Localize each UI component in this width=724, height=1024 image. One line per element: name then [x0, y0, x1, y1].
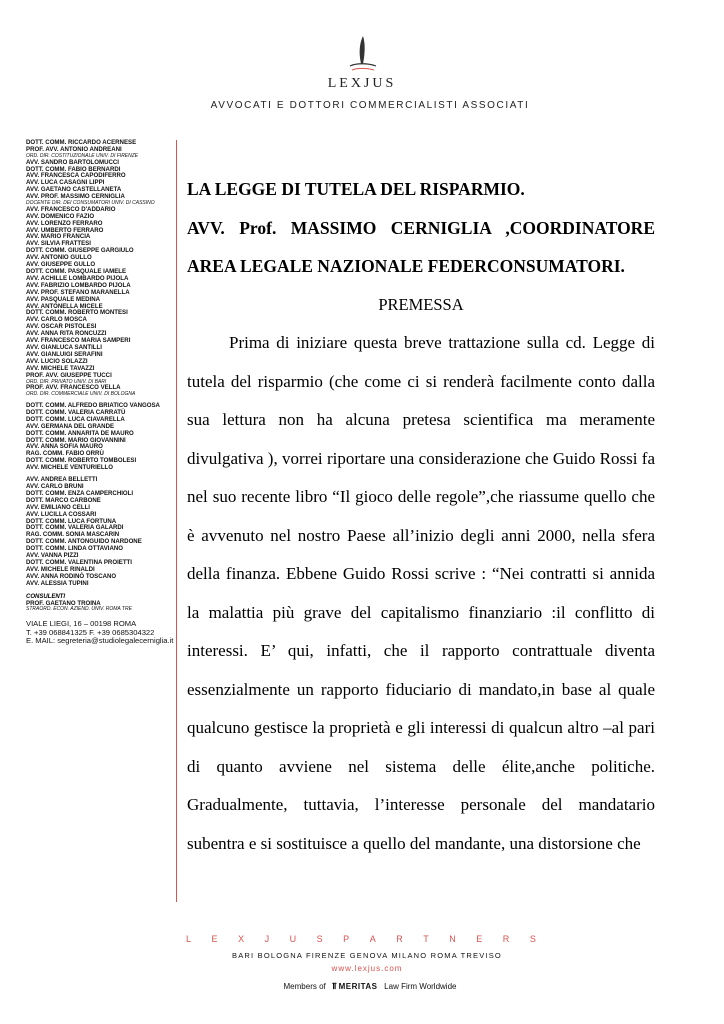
- member-name: PROF. AVV. ANTONIO ANDREANI: [26, 145, 122, 153]
- member-name: AVV. MARIO FRANCIA: [26, 233, 91, 241]
- member-name: AVV. PROF. STEFANO MARANELLA: [26, 288, 130, 296]
- contact-email[interactable]: E. MAIL: segreteria@studiolegalecerniglia.it: [26, 636, 174, 646]
- member-name: DOTT. COMM. ANNARITA DE MAURO: [26, 429, 134, 437]
- footer-letter: P: [343, 934, 350, 944]
- member-name: DOTT. COMM. LUCA FORTUNA: [26, 517, 117, 525]
- body-paragraph: Prima di iniziare questa breve trattazione sulla cd. Legge di tutela del risparmio (che come ci si renderà facilmente conto dalla sua lettura non ha alcuna pretesa scientifica ma meramente divulgativa ), vorrei riportare una considerazione che Guido Rossi fa nel suo recente libro “Il gioco delle regole”,che riassume quello che è avvenuto nel nostro Paese all’inizio degli anni 2000, nella sfera della finanza. Ebbene Guido Rossi scrive : “Nei contratti si annida la malattia più grave del capitalismo finanziario :il conflitto di interessi. E’ qui, infatti, che il rapporto contrattuale diventa essenzialmente un rapporto fiduciario di mandato,in base al quale qualcuno gestisce la proprietà e gli interessi di qualcun altro –al pari di quanto avviene nel sistema delle élite,anche politiche. Gradualmente, tuttavia, l’interesse personale del mandatario subentra e si sostituisce a quello del mandante, una distorsione che: [187, 333, 655, 853]
- member-name: AVV. FRANCESCO MARIA SAMPERI: [26, 337, 131, 345]
- footer-letter: X: [238, 934, 245, 944]
- consultants-list: [26, 601, 174, 614]
- footer-partners-lettering: [186, 934, 536, 944]
- member-name: AVV. CARLO BRUNI: [26, 482, 84, 490]
- footer-letter: A: [369, 934, 376, 944]
- member-name: PROF. AVV. GIUSEPPE TUCCI: [26, 371, 112, 379]
- contact-block: [26, 620, 174, 646]
- member-name: DOTT. COMM. VALENTINA PROIETTI: [26, 558, 132, 566]
- member-name: AVV. MICHELE TAVAZZI: [26, 364, 95, 372]
- member-name: AVV. GIUSEPPE GULLO: [26, 261, 96, 269]
- member-name: AVV. DOMENICO FAZIO: [26, 212, 95, 220]
- footer-letter: S: [316, 934, 323, 944]
- members-suffix: Law Firm Worldwide: [384, 982, 457, 991]
- member-title-note: ORD. DIR. PRIVATO UNIV. DI BARI: [26, 378, 107, 385]
- member-name: AVV. PROF. MASSIMO CERNIGLIA: [26, 193, 125, 201]
- member-name: RAG. COMM. SONIA MASCARIN: [26, 531, 120, 539]
- member-name: AVV. SANDRO BARTOLOMUCCI: [26, 158, 119, 166]
- member-name: AVV. ANNA RODINÒ TOSCANO: [26, 572, 117, 580]
- member-name: AVV. CARLO MOSCA: [26, 316, 87, 324]
- member-name: DOTT. COMM. LUCA CIAVARELLA: [26, 415, 125, 423]
- consultants-label: CONSULENTI: [26, 593, 65, 600]
- member-sidebar: [26, 140, 174, 646]
- member-title-note: ORD. DIR. COSTITUZIONALE UNIV. DI FIRENZE: [26, 152, 139, 159]
- document-body: [187, 170, 655, 863]
- member-name: DOTT. COMM. ENZA CAMPERCHIOLI: [26, 489, 134, 497]
- member-title-note: ORD. DIR. COMMERCIALE UNIV. DI BOLOGNA: [26, 391, 136, 398]
- member-name: RAG. COMM. FABIO ORRÙ: [26, 450, 104, 458]
- member-name: AVV. ANTONIO GULLO: [26, 254, 92, 262]
- member-name: DOTT. COMM. MARIO GIOVANNINI: [26, 436, 126, 444]
- member-name: DOTT. COMM. VALERIA GALARDI: [26, 524, 124, 532]
- footer-letter: J: [264, 934, 270, 944]
- member-name: DOTT. COMM. PASQUALE IAMELE: [26, 268, 127, 275]
- brand-tagline: AVVOCATI E DOTTORI COMMERCIALISTI ASSOCIATI: [210, 100, 530, 111]
- member-name: AVV. FRANCESCO D'ADDARIO: [26, 205, 116, 213]
- member-name: AVV. EMILIANO CELLI: [26, 503, 90, 511]
- footer-letter: S: [529, 934, 536, 944]
- member-name: DOTT. COMM. GIUSEPPE GARGIULO: [26, 247, 134, 255]
- footer-letter: U: [289, 934, 297, 944]
- member-name: AVV. MICHELE VENTURIELLO: [26, 464, 114, 472]
- footer-letter: N: [449, 934, 456, 944]
- footer-letter: R: [396, 934, 403, 944]
- member-title-note: DOCENTE DIR. DEI CONSUMATORI UNIV. DI CASSINO: [26, 200, 155, 207]
- members-prefix: Members of: [283, 982, 326, 991]
- member-name: AVV. LUCIO SOLAZZI: [26, 357, 88, 365]
- footer-cities: BARI BOLOGNA FIRENZE GENOVA MILANO ROMA TREVISO: [232, 951, 502, 960]
- member-name: DOTT. COMM. VALERIA CARRATÙ: [26, 408, 126, 416]
- member-name: DOTT. COMM. LINDA OTTAVIANO: [26, 545, 124, 553]
- member-name: AVV. ANNA SOFIA MAURO: [26, 443, 103, 451]
- brand-name: LEXJUS: [327, 76, 397, 91]
- member-name: AVV. UMBERTO FERRARO: [26, 226, 104, 234]
- meritas-name: MERITAS: [338, 982, 378, 991]
- member-name: AVV. LORENZO FERRARO: [26, 219, 103, 227]
- member-name: AVV. GERMANA DEL GRANDE: [26, 422, 115, 430]
- member-name: AVV. FRANCESCA CAPODIFERRO: [26, 172, 126, 180]
- member-name: DOTT. COMM. FABIO BERNARDI: [26, 165, 121, 173]
- member-name: AVV. ANDREA BELLETTI: [26, 476, 98, 484]
- member-name: DOTT. COMM. ROBERTO TOMBOLESI: [26, 457, 137, 465]
- member-name: AVV. OSCAR PISTOLESI: [26, 323, 97, 331]
- member-name: DOTT. COMM. ANTONGUIDO NARDONE: [26, 538, 142, 546]
- footer-letter: T: [423, 934, 429, 944]
- member-name: DOTT. COMM. ALFREDO BRIATICO VANGOSA: [26, 402, 160, 409]
- member-name: AVV. GIANLUIGI SERAFINI: [26, 350, 103, 358]
- member-name: AVV. GIANLUCA SANTILLI: [26, 343, 102, 351]
- member-name: AVV. LUCA CASAGNI LIPPI: [26, 179, 105, 187]
- member-name: AVV. ANNA RITA RONCUZZI: [26, 330, 107, 338]
- contact-phone: T. +39 068841325 F. +39 0685304322: [26, 627, 155, 637]
- vertical-divider: [176, 140, 177, 902]
- member-name: AVV. ANTONELLA MICELE: [26, 302, 103, 310]
- member-name: AVV. SILVIA FRATTESI: [26, 240, 91, 248]
- member-list: [26, 140, 174, 588]
- footer-letter: E: [476, 934, 483, 944]
- member-name: DOTT. COMM. ROBERTO MONTESI: [26, 309, 128, 317]
- meritas-columns-icon: Ⅱ̅: [332, 982, 337, 991]
- member-title-note: STRAORD. ECON. AZIEND. UNIV. ROMA TRE: [26, 606, 132, 613]
- member-name: AVV. VANNA PIZZI: [26, 552, 79, 560]
- pen-nib-logo-icon: [342, 34, 382, 76]
- member-name: AVV. MICHELE RINALDI: [26, 565, 95, 573]
- footer-letter: R: [502, 934, 510, 944]
- document-title: LA LEGGE DI TUTELA DEL RISPARMIO.: [187, 179, 525, 199]
- member-name: DOTT. COMM. RICCARDO ACERNESE: [26, 139, 137, 146]
- section-heading: PREMESSA: [378, 294, 464, 314]
- footer-letter: E: [211, 934, 218, 944]
- member-name: PROF. GAETANO TROINA: [26, 599, 101, 607]
- member-name: AVV. ACHILLE LOMBARDO PIJOLA: [26, 274, 129, 282]
- author-line: AVV. Prof. MASSIMO CERNIGLIA ,COORDINATORE: [187, 217, 655, 238]
- header-logo: [0, 34, 724, 76]
- footer-letter: L: [186, 934, 192, 944]
- footer-members: [0, 982, 724, 991]
- member-name: AVV. ALESSIA TUPINI: [26, 579, 89, 587]
- author-role-line: AREA LEGALE NAZIONALE FEDERCONSUMATORI.: [187, 256, 625, 276]
- member-name: AVV. GAETANO CASTELLANETA: [26, 186, 122, 194]
- member-name: AVV. PASQUALE MEDINA: [26, 295, 101, 303]
- member-name: PROF. AVV. FRANCESCO VELLA: [26, 384, 121, 392]
- footer-website-link[interactable]: www.lexjus.com: [331, 964, 403, 973]
- member-name: AVV. FABRIZIO LOMBARDO PIJOLA: [26, 281, 131, 289]
- member-name: AVV. LUCILLA COSSARI: [26, 510, 97, 518]
- member-name: DOTT. MARCO CARBONE: [26, 496, 101, 504]
- contact-address: VIALE LIEGI, 16 – 00198 ROMA: [26, 619, 137, 629]
